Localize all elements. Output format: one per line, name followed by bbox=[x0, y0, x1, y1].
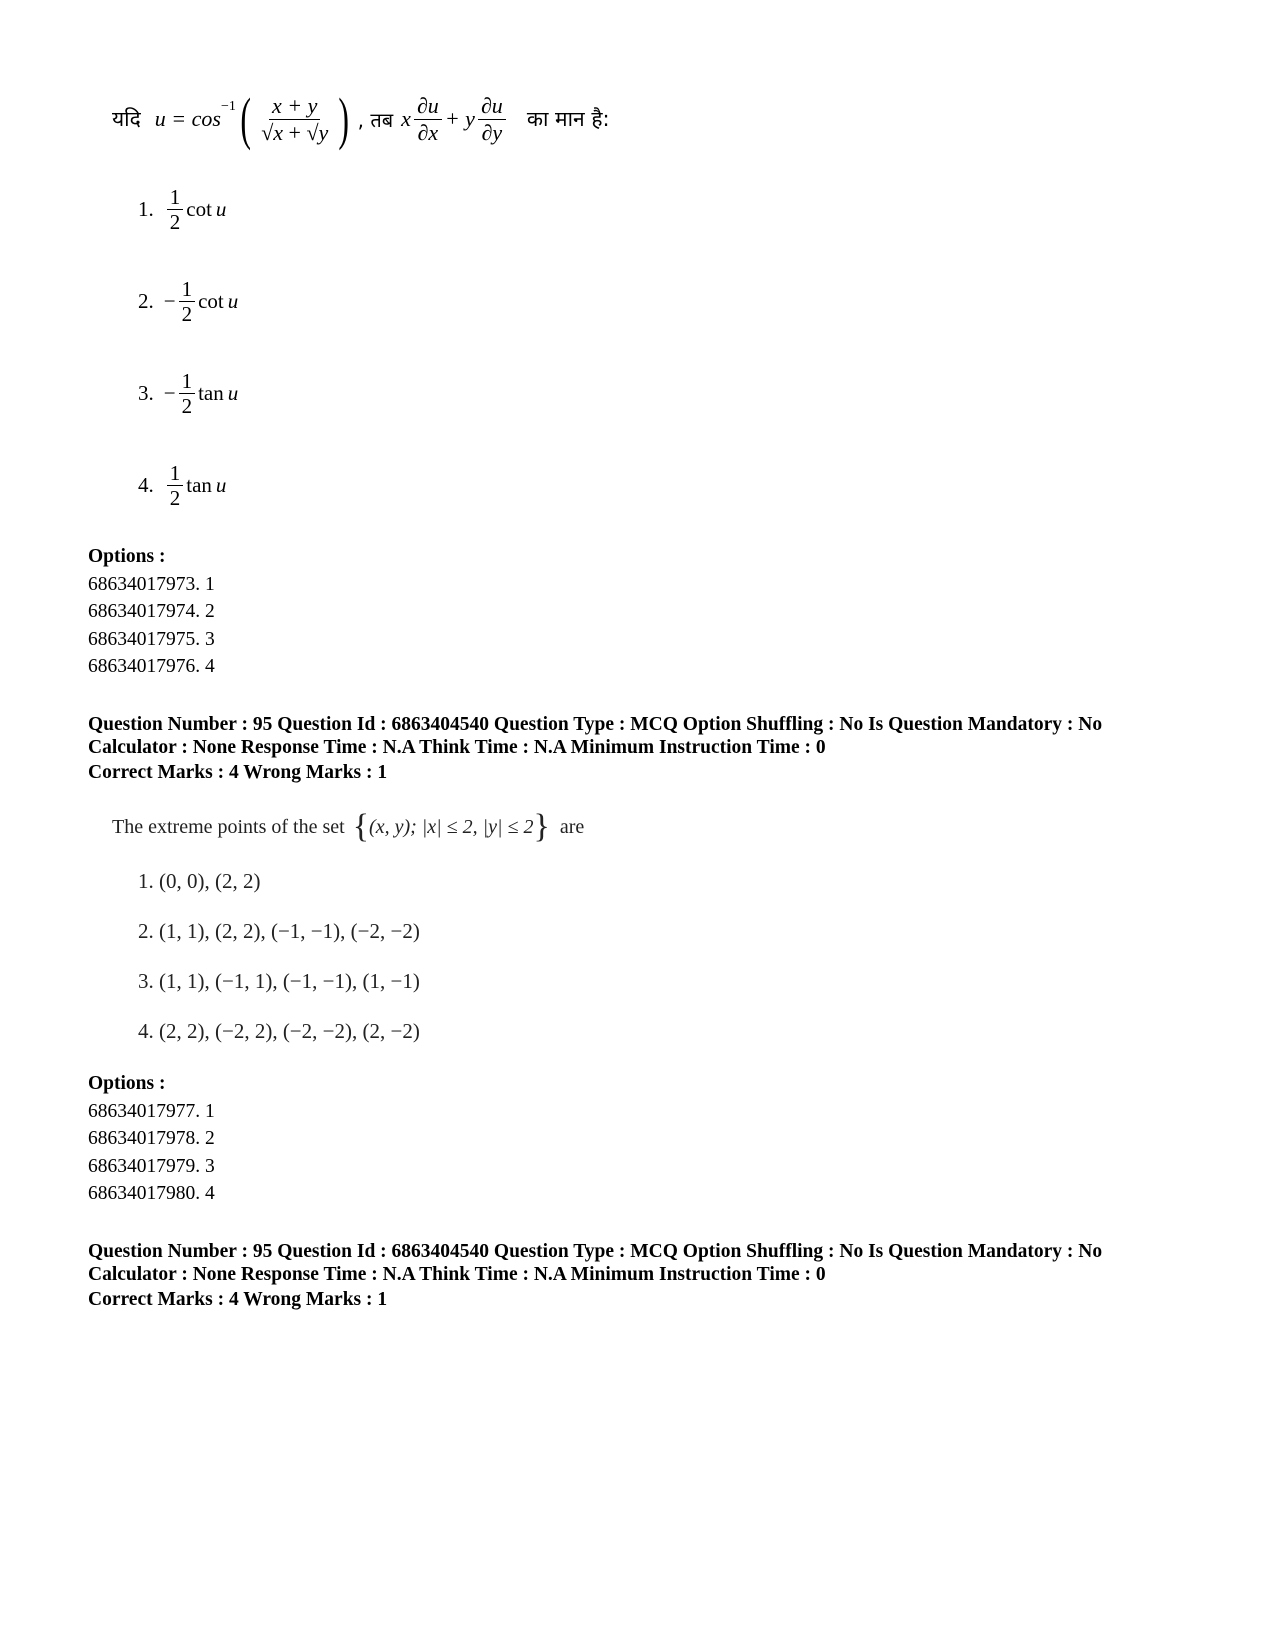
option-id: 68634017974. 2 bbox=[88, 601, 215, 622]
choice-fraction bbox=[179, 370, 196, 417]
choice-fraction bbox=[167, 186, 184, 233]
choice-1 bbox=[138, 186, 226, 233]
meta-line-1: Question Number : 95 Question Id : 6863404540 Question Type : MCQ Option Shuffling : No Is Question Mandatory : No bbox=[88, 1241, 1103, 1262]
partial-u-2: ∂u bbox=[478, 94, 506, 119]
choice-4 bbox=[138, 462, 226, 509]
question-meta-q95 bbox=[88, 713, 1102, 759]
stem-fraction-numerator: x + y bbox=[269, 94, 320, 119]
choice-3 bbox=[138, 370, 238, 417]
choice-num: 1 bbox=[179, 370, 196, 394]
options-block-q95 bbox=[88, 1070, 215, 1208]
stem-plus-y: + y bbox=[444, 106, 475, 131]
stem-text: The extreme points of the set bbox=[112, 815, 345, 838]
choice-fn: cot bbox=[186, 197, 212, 222]
question-stem-hindi bbox=[112, 82, 610, 156]
choice-var: u bbox=[215, 473, 227, 498]
options-label: Options : bbox=[88, 1073, 166, 1094]
option-id: 68634017977. 1 bbox=[88, 1100, 215, 1122]
marks-line: Correct Marks : 4 Wrong Marks : 1 bbox=[88, 1289, 388, 1310]
partial-u-x bbox=[414, 94, 442, 143]
choice-den: 2 bbox=[169, 210, 181, 235]
choice-4: 4. (2, 2), (−2, 2), (−2, −2), (2, −2) bbox=[138, 1019, 420, 1043]
choice-index: 4. bbox=[138, 473, 154, 498]
stem-suffix: का मान है: bbox=[526, 107, 610, 131]
stem-prefix: यदि bbox=[112, 107, 141, 131]
marks-q95 bbox=[88, 761, 387, 784]
sqrt-y: √y bbox=[306, 119, 329, 145]
stem-u-eq: u = cos bbox=[154, 106, 221, 131]
stem-then: , तब bbox=[357, 107, 394, 132]
stem-end: are bbox=[559, 815, 585, 838]
question-meta-repeat bbox=[88, 1240, 1102, 1286]
partial-x: ∂x bbox=[417, 119, 439, 145]
option-id: 68634017979. 3 bbox=[88, 1155, 215, 1177]
option-id: 68634017980. 4 bbox=[88, 1183, 215, 1204]
choice-num: 1 bbox=[167, 186, 184, 210]
right-brace: } bbox=[533, 808, 550, 845]
partial-u: ∂u bbox=[414, 94, 442, 119]
right-paren: ) bbox=[338, 86, 350, 151]
option-id: 68634017975. 3 bbox=[88, 628, 215, 650]
choice-sign: − bbox=[163, 381, 176, 406]
meta-line-2: Calculator : None Response Time : N.A Think Time : N.A Minimum Instruction Time : 0 bbox=[88, 1264, 826, 1285]
option-id: 68634017976. 4 bbox=[88, 656, 215, 677]
choice-den: 2 bbox=[181, 394, 193, 419]
choice-3: 3. (1, 1), (−1, 1), (−1, −1), (1, −1) bbox=[138, 969, 420, 993]
choice-2: 2. (1, 1), (2, 2), (−1, −1), (−2, −2) bbox=[138, 919, 420, 943]
choice-fraction bbox=[179, 278, 196, 325]
marks-repeat bbox=[88, 1288, 387, 1311]
choice-fn: tan bbox=[198, 381, 224, 406]
choice-var: u bbox=[227, 289, 239, 314]
stem-set: (x, y); |x| ≤ 2, |y| ≤ 2 bbox=[369, 815, 534, 838]
stem-x: x bbox=[401, 106, 411, 131]
choice-2 bbox=[138, 278, 238, 325]
choice-var: u bbox=[227, 381, 239, 406]
choice-num: 1 bbox=[179, 278, 196, 302]
choice-den: 2 bbox=[169, 486, 181, 511]
choice-num: 1 bbox=[167, 462, 184, 486]
choice-den: 2 bbox=[181, 302, 193, 327]
partial-y: ∂y bbox=[481, 119, 503, 145]
option-id: 68634017973. 1 bbox=[88, 573, 215, 595]
stem-fraction bbox=[258, 94, 331, 143]
stem-fraction-denominator bbox=[258, 120, 331, 144]
marks-line: Correct Marks : 4 Wrong Marks : 1 bbox=[88, 762, 388, 783]
choice-index: 1. bbox=[138, 197, 154, 222]
left-paren: ( bbox=[240, 86, 251, 151]
left-brace: { bbox=[352, 808, 370, 845]
meta-line-1: Question Number : 95 Question Id : 6863404540 Question Type : MCQ Option Shuffling : No Is Question Mandatory : No bbox=[88, 714, 1103, 735]
options-block-q94 bbox=[88, 543, 215, 681]
choice-index: 3. bbox=[138, 381, 154, 406]
choice-1: 1. (0, 0), (2, 2) bbox=[138, 869, 261, 893]
meta-line-2: Calculator : None Response Time : N.A Think Time : N.A Minimum Instruction Time : 0 bbox=[88, 737, 826, 758]
plus-sign: + bbox=[283, 119, 307, 145]
options-label: Options : bbox=[88, 546, 166, 567]
choice-fn: cot bbox=[198, 289, 224, 314]
choice-sign: − bbox=[163, 289, 176, 314]
choice-fn: tan bbox=[186, 473, 212, 498]
choice-index: 2. bbox=[138, 289, 154, 314]
question-stem-q95 bbox=[112, 808, 584, 846]
sqrt-x: √x bbox=[261, 119, 284, 145]
partial-u-y bbox=[478, 94, 506, 143]
choice-fraction bbox=[167, 462, 184, 509]
option-id: 68634017978. 2 bbox=[88, 1128, 215, 1149]
choice-var: u bbox=[215, 197, 227, 222]
stem-inverse-exp: −1 bbox=[220, 99, 236, 114]
